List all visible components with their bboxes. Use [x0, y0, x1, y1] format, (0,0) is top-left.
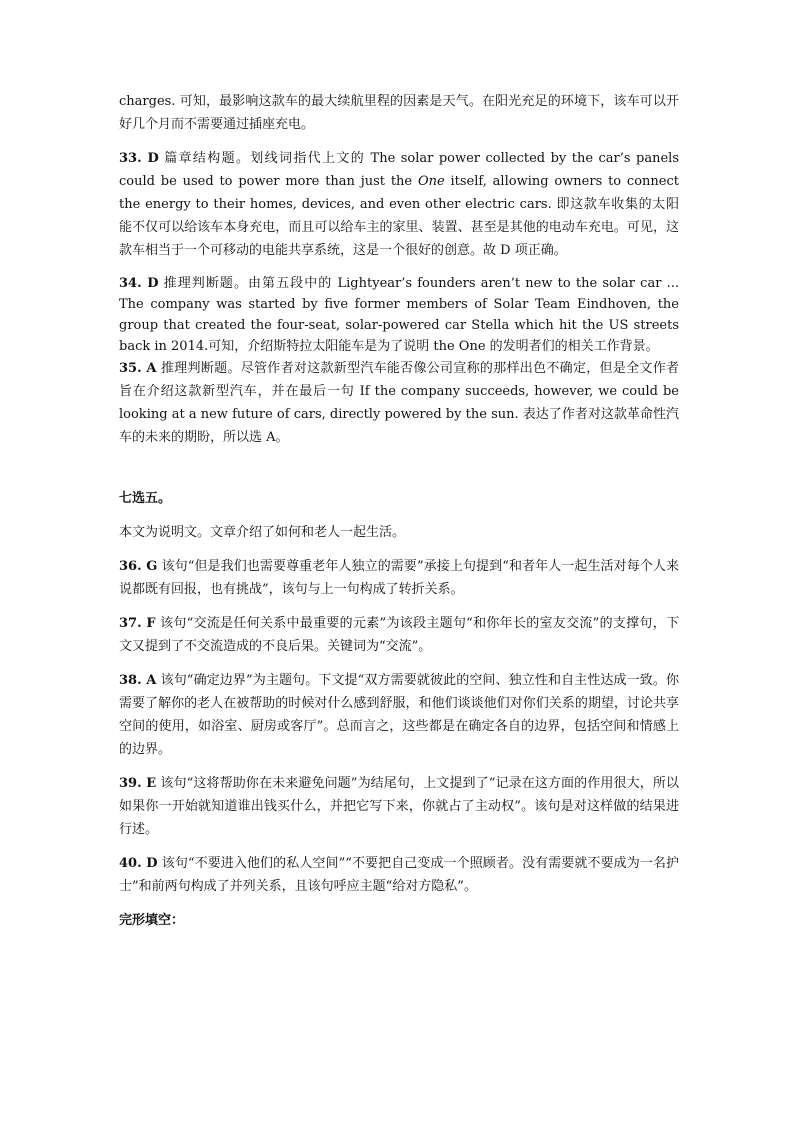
- answer-36-number: 36. G: [119, 559, 158, 574]
- answer-35-text: 推理判断题。尽管作者对这款新型汽车能否像公司宣称的那样出色不确定，但是全文作者旨在介绍这款新型汽车，并在最后一句 If the company succeeds, however, we could be looking at a new future of cars, directly powered by the sun. 表达了作者对这款革命性汽车的未来的期盼，所以选 A。: [119, 361, 679, 445]
- section-heading-qixuanwu: 七选五。: [119, 491, 172, 506]
- answer-37: [119, 612, 679, 658]
- answer-39: [119, 772, 679, 841]
- answer-38-number: 38. A: [119, 673, 157, 688]
- answer-37-number: 37. F: [119, 616, 156, 631]
- answer-40-text: 该句“不要进入他们的私人空间”“不要把自己变成一个照顾者。没有需要就不要成为一名护士”和前两句构成了并列关系，且该句呼应主题“给对方隐私”。: [119, 856, 680, 894]
- answer-39-text: 该句“这将帮助你在未来避免问题”为结尾句，上文提到了“记录在这方面的作用很大，所以如果你一开始就知道谁出钱买什么，并把它写下来，你就占了主动权”。该句是对这样做的结果进行述。: [119, 776, 679, 837]
- answer-35: [119, 357, 679, 449]
- answer-40-number: 40. D: [119, 856, 158, 871]
- answer-34-number: 34. D: [119, 276, 159, 291]
- answer-38-text: 该句“确定边界”为主题句。下文提“双方需要就彼此的空间、独立性和自主性达成一致。你需要了解你的老人在被帮助的时候对什么感到舒服，和他们谈谈他们对你们关系的期望，讨论共享空间的使用，如浴室、厨房或客厅”。总而言之，这些都是在确定各自的边界，包括空间和情感上的边界。: [119, 673, 679, 757]
- answer-33-text-b: itself, allowing owners to connect the energy to their homes, devices, and even other electric cars. 即这款车收集的太阳能不仅可以给该车本身充电，而且可以给车主的家里、装置、甚至是其他的电动车充电。可见，这款车相当于一个可移动的电能共享系统，这是一个很好的创意。故 D 项正确。: [119, 174, 679, 258]
- answer-33-italic: One: [417, 174, 445, 189]
- qixuanwu-intro: 本文为说明文。文章介绍了如何和老人一起生活。: [119, 525, 406, 540]
- answer-35-number: 35. A: [119, 361, 157, 376]
- answer-39-number: 39. E: [119, 776, 157, 791]
- answer-34: [119, 273, 679, 357]
- answer-36-text: 该句“但是我们也需要尊重老年人独立的需要”承接上句提到“和者年人一起生活对每个人来说都既有回报，也有挑战”，该句与上一句构成了转折关系。: [119, 559, 679, 597]
- answer-38: [119, 669, 679, 761]
- section-heading-wanxingtiankong: 完形填空：: [119, 913, 185, 928]
- answer-37-text: 该句“交流是任何关系中最重要的元素”为该段主题句“和你年长的室友交流”的支撑句，下文又提到了不交流造成的不良后果。关键词为“交流”。: [119, 616, 679, 654]
- answer-34-text: 推理判断题。由第五段中的 Lightyear’s founders aren’t new to the solar car ... The company was started by five former members of Solar Team Eindhoven, the group that created the four-seat, solar-powered car Stella which hit the US streets back in 2014.可知，介绍斯特拉太阳能车是为了说明 the One 的发明者们的相关工作背景。: [119, 276, 680, 354]
- answer-33-text-a: 篇章结构题。划线词指代上文的 The solar power collected by the car’s panels could be used to power more than just the: [119, 151, 679, 189]
- answer-33: [119, 147, 679, 262]
- answer-36: [119, 555, 679, 601]
- document-page: [119, 90, 679, 932]
- answer-33-number: 33. D: [119, 151, 159, 166]
- answer-40: [119, 852, 679, 898]
- intro-paragraph: charges. 可知，最影响这款车的最大续航里程的因素是天气。在阳光充足的环境下，该车可以开好几个月而不需要通过插座充电。: [119, 94, 679, 132]
